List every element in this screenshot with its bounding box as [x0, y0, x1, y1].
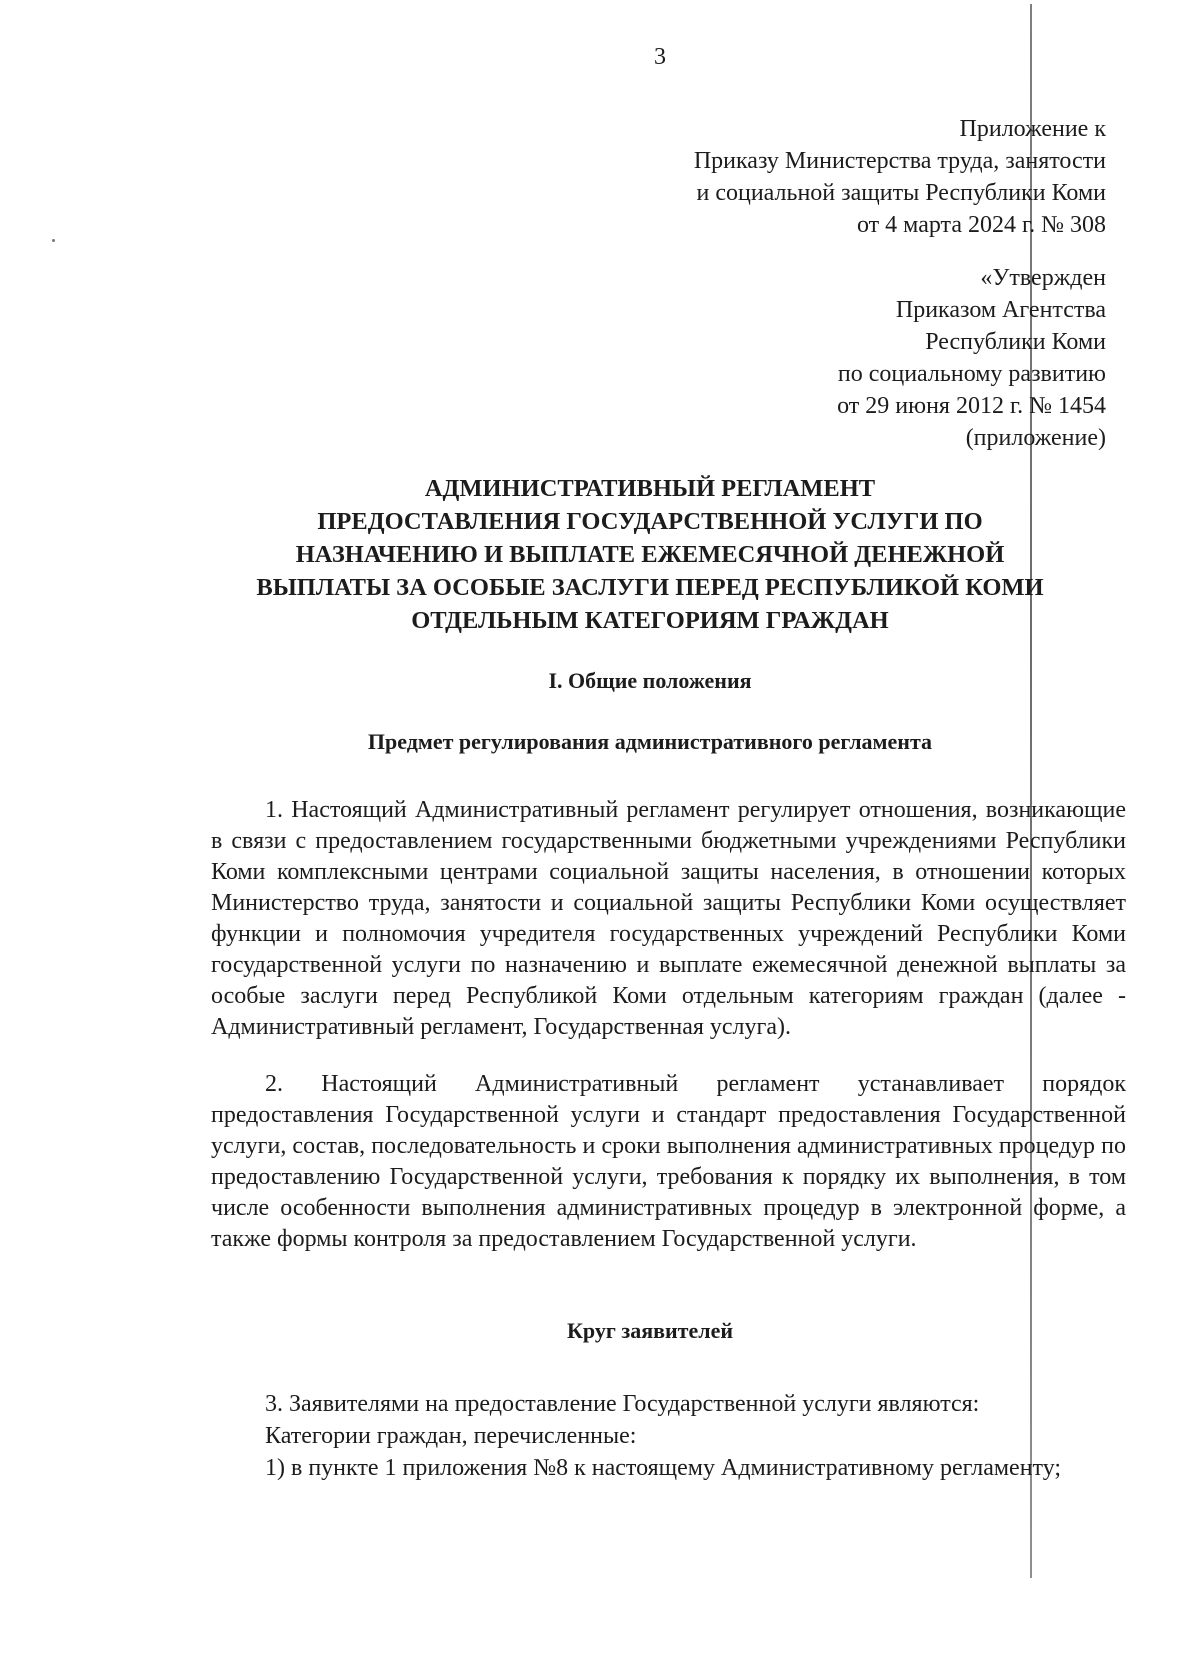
- annex-line: Приложение к: [959, 116, 1106, 142]
- document-title: [190, 472, 1110, 637]
- paragraph-3-categories: Категории граждан, перечисленные:: [265, 1423, 637, 1449]
- paragraph-3: 3. Заявителями на предоставление Государственной услуги являются:: [265, 1391, 980, 1417]
- annex-block: [694, 113, 1106, 241]
- approved-line: от 29 июня 2012 г. № 1454: [837, 393, 1106, 419]
- paragraph-2: 2. Настоящий Административный регламент устанавливает порядок предоставления Государственной услуги и стандарт предоставления Государственной услуги, состав, последовательность и сроки выполнения административных процедур по предоставлению Государственной услуги, требования к порядку их выполнения, в том числе особенности выполнения административных процедур в электронной форме, а также формы контроля за предоставлением Государственной услуги.: [211, 1071, 1126, 1252]
- title-line: ПРЕДОСТАВЛЕНИЯ ГОСУДАРСТВЕННОЙ УСЛУГИ ПО: [317, 508, 983, 535]
- title-line: НАЗНАЧЕНИЮ И ВЫПЛАТЕ ЕЖЕМЕСЯЧНОЙ ДЕНЕЖНОЙ: [295, 541, 1005, 568]
- approved-line: (приложение): [965, 425, 1106, 451]
- title-line: АДМИНИСТРАТИВНЫЙ РЕГЛАМЕНТ: [424, 475, 876, 502]
- approved-line: Приказом Агентства: [895, 297, 1106, 323]
- approved-block: [837, 262, 1106, 454]
- paragraph-3-item-1: 1) в пункте 1 приложения №8 к настоящему Административному регламенту;: [265, 1455, 1062, 1481]
- scan-artifact-dot: [52, 239, 55, 242]
- approved-line: по социальному развитию: [837, 361, 1106, 387]
- subject-heading: Предмет регулирования административного регламента: [367, 729, 933, 754]
- applicants-heading: Круг заявителей: [566, 1318, 734, 1343]
- section-heading: I. Общие положения: [548, 668, 752, 693]
- title-line: ОТДЕЛЬНЫМ КАТЕГОРИЯМ ГРАЖДАН: [411, 607, 889, 634]
- title-line: ВЫПЛАТЫ ЗА ОСОБЫЕ ЗАСЛУГИ ПЕРЕД РЕСПУБЛИКОЙ КОМИ: [256, 574, 1044, 601]
- approved-line: «Утвержден: [980, 265, 1106, 291]
- approved-line: Республики Коми: [925, 329, 1106, 355]
- annex-line: Приказу Министерства труда, занятости: [693, 148, 1106, 174]
- page-number: 3: [654, 44, 666, 70]
- annex-line: от 4 марта 2024 г. № 308: [857, 212, 1106, 238]
- paragraph-1: 1. Настоящий Административный регламент регулирует отношения, возникающие в связи с предоставлением государственными бюджетными учреждениями Республики Коми комплексными центрами социальной защиты населения, в отношении которых Министерство труда, занятости и социальной защиты Республики Коми осуществляет функции и полномочия учредителя государственных учреждений Республики Коми государственной услуги по назначению и выплате ежемесячной денежной выплаты за особые заслуги перед Республикой Коми отдельным категориям граждан (далее - Административный регламент, Государственная услуга).: [211, 797, 1126, 1040]
- annex-line: и социальной защиты Республики Коми: [696, 180, 1106, 206]
